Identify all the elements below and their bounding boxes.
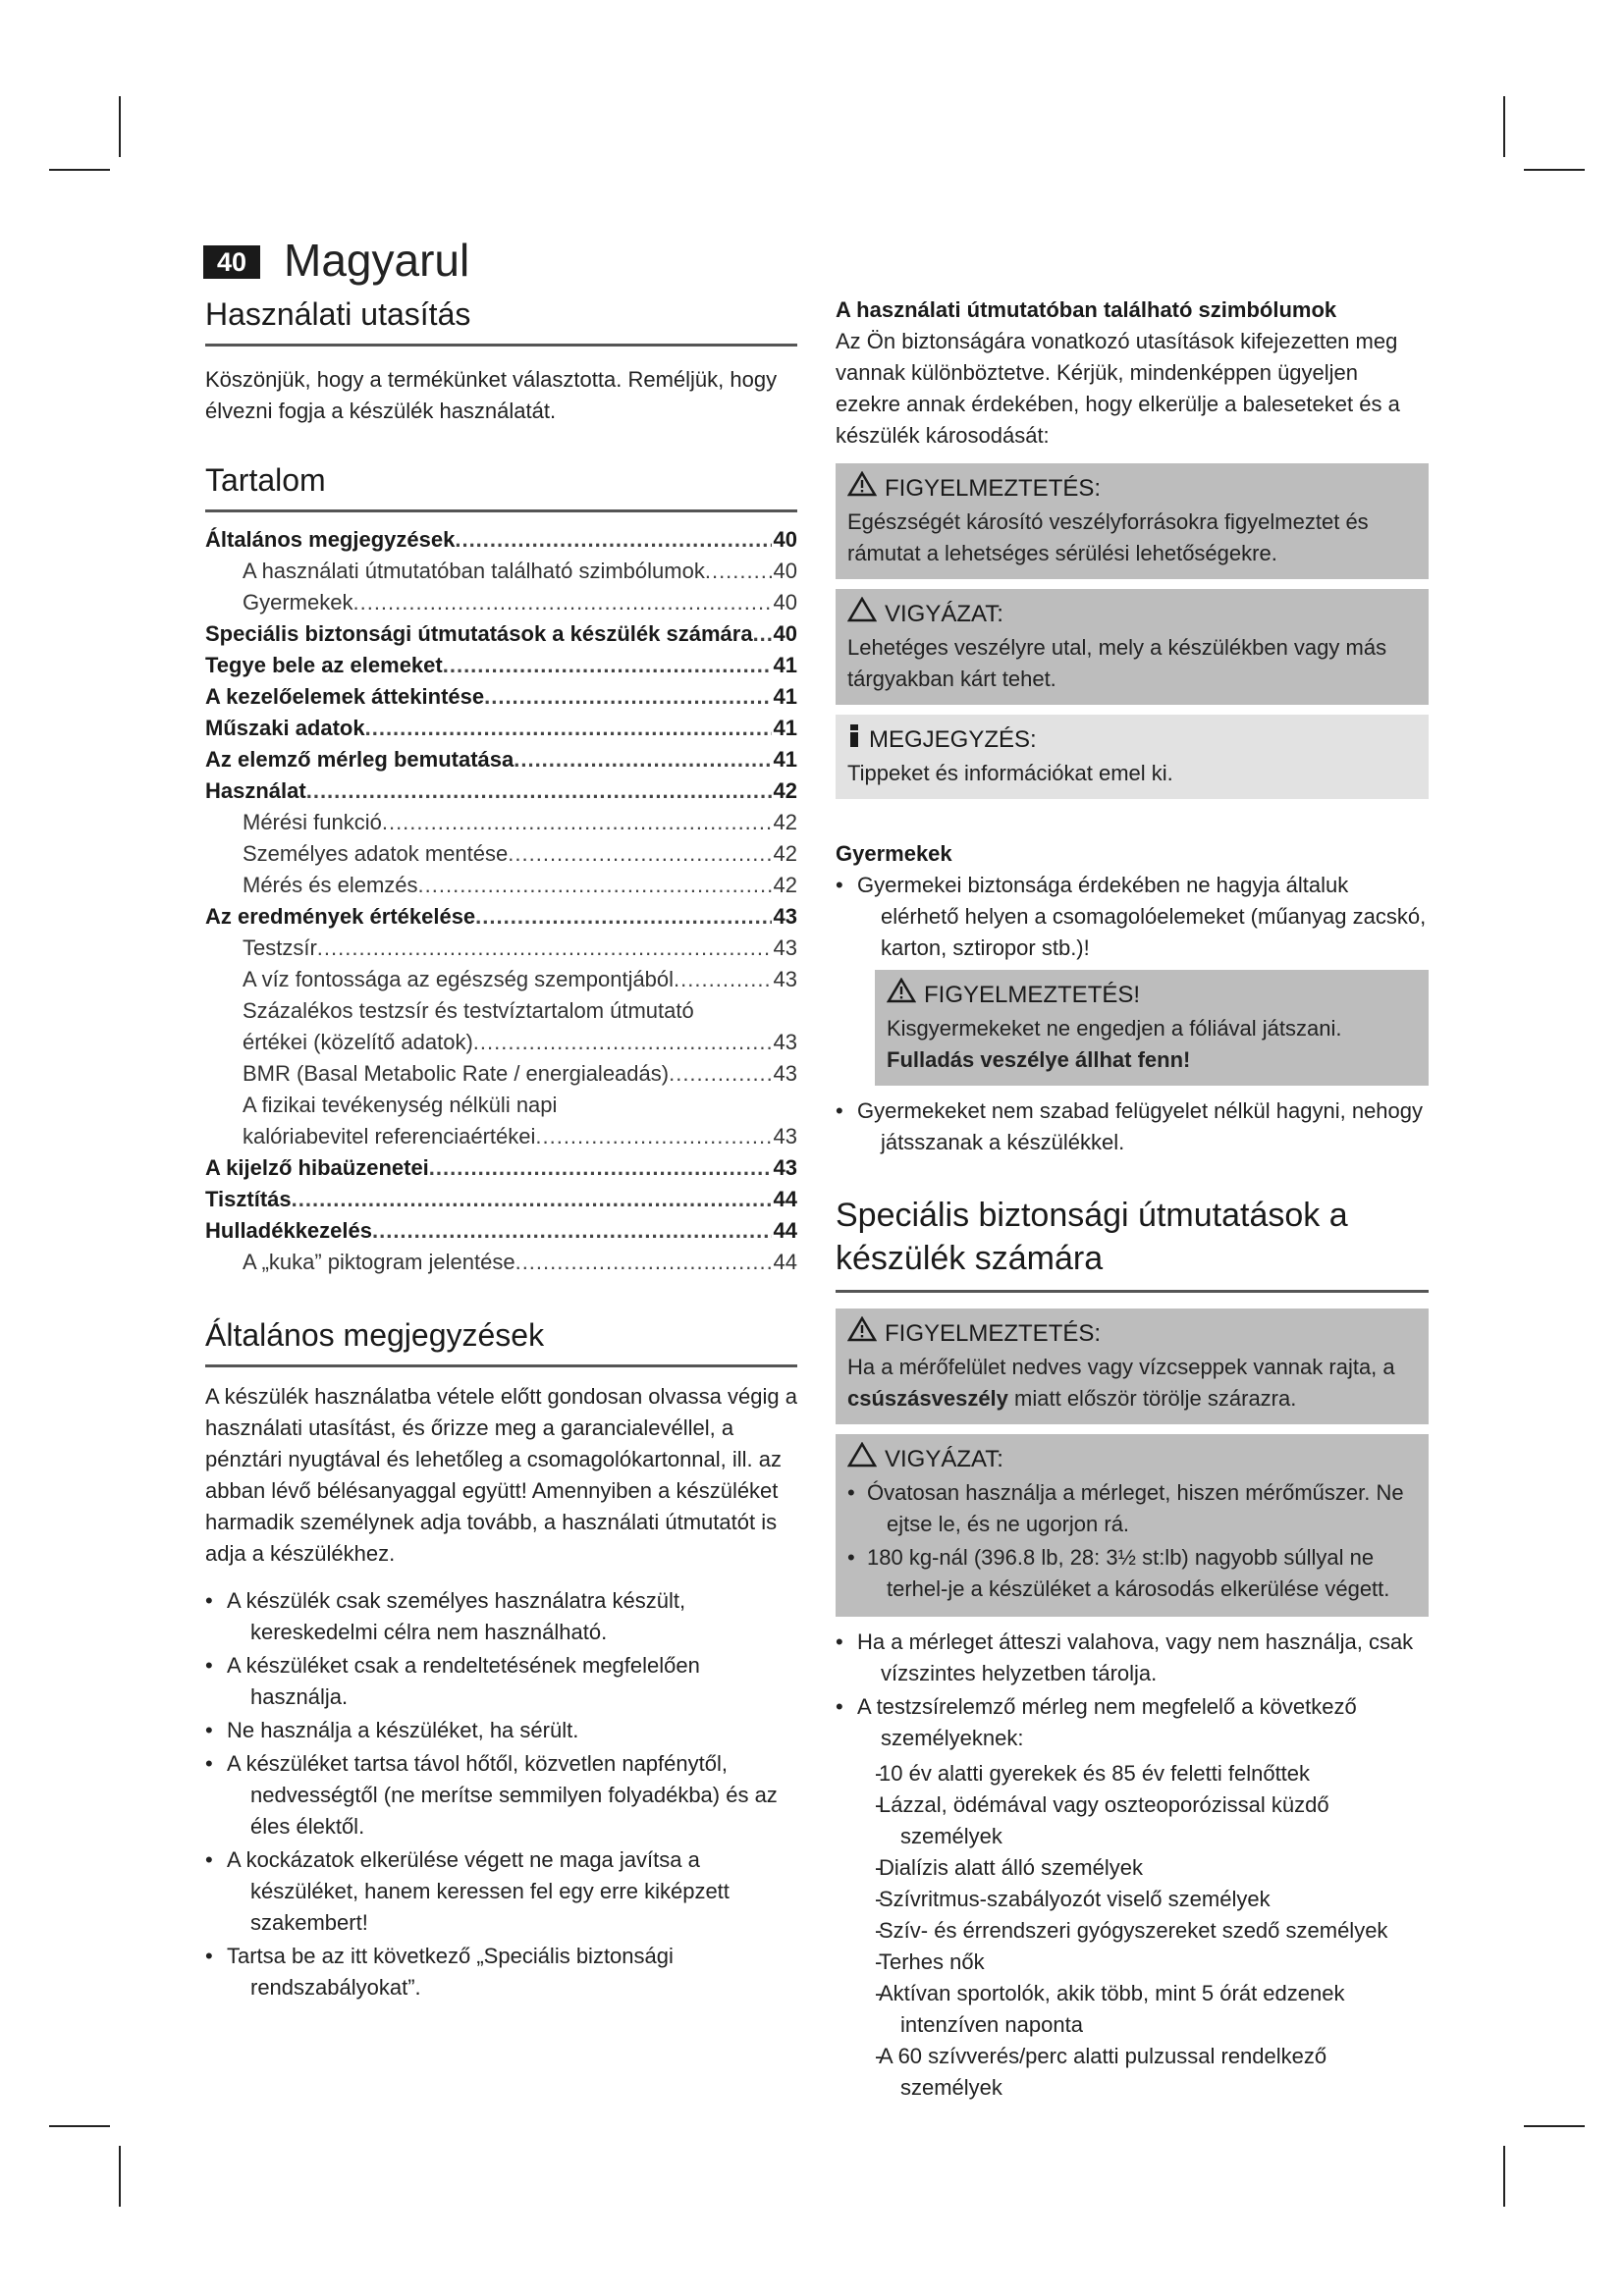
toc-entry-title: Személyes adatok mentése (243, 841, 509, 866)
children-title: Gyermekek (836, 841, 952, 866)
toc-entry-title: Testzsír (243, 935, 317, 960)
toc-entry-page: 41 (773, 747, 797, 772)
toc-entry (205, 1090, 797, 1121)
toc-entry-title: Használat (205, 778, 306, 803)
special-safety-list (836, 1627, 1429, 1754)
toc-entry-page: 44 (773, 1187, 797, 1211)
toc-entry-page: 41 (773, 653, 797, 677)
children-warning-box (875, 970, 1429, 1086)
toc-entry (205, 838, 797, 870)
toc-entry-page: 43 (773, 1155, 797, 1180)
crop-mark-bottom-left-h (49, 2125, 110, 2127)
toc-entry-page: 42 (773, 778, 797, 803)
crop-mark-top-left-h (49, 169, 110, 171)
toc-entry (205, 901, 797, 933)
special-warning-text-a: Ha a mérőfelület nedves vagy vízcseppek vannak rajta, a (847, 1355, 1395, 1379)
toc-leader-dots (475, 901, 771, 933)
list-item: - Terhes nők (836, 1947, 1429, 1978)
caution-box-title (847, 597, 1417, 632)
toc-leader-dots (443, 650, 772, 681)
toc-entry-title: Tegye bele az elemeket (205, 653, 443, 677)
toc-entry-title: A használati útmutatóban található szimbólumok (243, 559, 705, 583)
list-item: - A 60 szívverés/perc alatti pulzussal rendelkező személyek (836, 2041, 1429, 2104)
toc-entry-title: kalóriabevitel referenciaértékei (243, 1124, 536, 1148)
children-list-2 (836, 1095, 1429, 1158)
toc-leader-dots (292, 1184, 772, 1215)
special-warning-title (847, 1316, 1417, 1352)
toc-entry-title: Általános megjegyzések (205, 527, 456, 552)
special-caution-list (847, 1477, 1417, 1605)
unsuitable-persons-list (836, 1758, 1429, 2104)
caution-box-label: VIGYÁZAT: (885, 601, 1003, 627)
toc-entry-page: 43 (773, 935, 797, 960)
caution-triangle-icon (847, 597, 877, 632)
toc-leader-dots (352, 587, 771, 618)
special-warning-label: FIGYELMEZTETÉS: (885, 1320, 1102, 1347)
list-item: • A készüléket tartsa távol hőtől, közvetlen napfénytől, nedvességtől (ne merítse semmilyen folyadékba) és az éles élektől. (205, 1748, 797, 1842)
toc-leader-dots (669, 1058, 771, 1090)
toc-entry (205, 1058, 797, 1090)
toc-leader-dots (372, 1215, 772, 1247)
list-item: - Lázzal, ödémával vagy oszteoporózissal küzdő személyek (836, 1789, 1429, 1852)
children-warning-label: FIGYELMEZTETÉS! (924, 982, 1141, 1008)
language-title: Magyarul (284, 235, 470, 286)
note-box-title (847, 722, 1417, 758)
toc-leader-dots (508, 838, 771, 870)
special-warning-bold: csúszásveszély (847, 1386, 1008, 1411)
list-item: - Aktívan sportolók, akik több, mint 5 órát edzenek intenzíven naponta (836, 1978, 1429, 2041)
warning-box-label: FIGYELMEZTETÉS: (885, 475, 1102, 502)
toc-entry-title: Gyermekek (243, 590, 353, 614)
toc-entry-page: 44 (773, 1218, 797, 1243)
general-notes-title: Általános megjegyzések (205, 1315, 797, 1367)
toc-entry (205, 1215, 797, 1247)
toc-entry-page: 41 (773, 684, 797, 709)
toc-leader-dots (484, 681, 771, 713)
toc-entry (205, 1152, 797, 1184)
toc-entry-page: 44 (773, 1250, 797, 1274)
left-column (205, 294, 797, 2005)
list-item: • Ha a mérleget átteszi valahova, vagy nem használja, csak vízszintes helyzetben tárolja. (836, 1627, 1429, 1689)
toc-entry (205, 995, 797, 1027)
crop-mark-top-right-v (1503, 96, 1505, 157)
symbols-title: A használati útmutatóban található szimbólumok (836, 297, 1337, 322)
toc-entry (205, 870, 797, 901)
toc-entry-title: A víz fontossága az egészség szempontjából (243, 967, 675, 991)
toc-entry-title: Az elemző mérleg bemutatása (205, 747, 514, 772)
toc-entry-page: 40 (773, 590, 797, 614)
toc-entry-page: 40 (773, 527, 797, 552)
crop-mark-bottom-left-v (119, 2146, 121, 2207)
special-warning-box (836, 1308, 1429, 1424)
general-notes-text: A készülék használatba vétele előtt gondosan olvassa végig a használati utasítást, és őrizze meg a garancialevéllel, a pénztári nyugtával és lehetőleg a csomagolókartonnal, ill. az abban lévő bélésanyaggal együtt! Amennyiben a készüléket harmadik személynek adja tovább, a használati útmutatót is adja a készülékhez. (205, 1384, 797, 1566)
caution-triangle-icon (847, 1442, 877, 1477)
children-list (836, 870, 1429, 964)
toc-entry (205, 1247, 797, 1278)
toc-entry-page: 42 (773, 873, 797, 897)
list-item: • Óvatosan használja a mérleget, hiszen mérőműszer. Ne ejtse le, és ne ugorjon rá. (847, 1477, 1417, 1540)
warning-triangle-icon (847, 471, 877, 507)
children-warning-text (887, 1013, 1417, 1076)
caution-box-text: Lehetéges veszélyre utal, mely a készülékben vagy más tárgyakban kárt tehet. (847, 635, 1387, 691)
toc-entry-page: 43 (773, 904, 797, 929)
list-item: • Ne használja a készüléket, ha sérült. (205, 1715, 797, 1746)
list-item: • A készüléket csak a rendeltetésének megfelelően használja. (205, 1650, 797, 1713)
toc-leader-dots (674, 964, 771, 995)
toc-entry (205, 1184, 797, 1215)
list-item: - Szívritmus-szabályozót viselő személyek (836, 1884, 1429, 1915)
toc-entry-page: 42 (773, 810, 797, 834)
toc-entry (205, 775, 797, 807)
toc-entry-title: Tisztítás (205, 1187, 292, 1211)
toc-entry-title: Az eredmények értékelése (205, 904, 476, 929)
toc-leader-dots (365, 713, 772, 744)
intro-text: Köszönjük, hogy a termékünket választotta. Reméljük, hogy élvezni fogja a készülék használatát. (205, 367, 778, 423)
warning-box-title (847, 471, 1417, 507)
special-warning-text (847, 1352, 1417, 1415)
toc-leader-dots (429, 1152, 772, 1184)
toc-entry (205, 807, 797, 838)
toc-entry-page: 43 (773, 1061, 797, 1086)
info-icon (847, 722, 861, 758)
toc-entry-title: A kijelző hibaüzenetei (205, 1155, 429, 1180)
toc-entry (205, 650, 797, 681)
page-number: 40 (203, 245, 260, 279)
general-notes-list (205, 1585, 797, 2003)
special-caution-title (847, 1442, 1417, 1477)
toc-entry (205, 681, 797, 713)
list-item: • 180 kg-nál (396.8 lb, 28: 3½ st:lb) nagyobb súllyal ne terhel-je a készüléket a károsodás elkerülése végett. (847, 1542, 1417, 1605)
toc-entry-title: Hulladékkezelés (205, 1218, 372, 1243)
toc-leader-dots (382, 807, 772, 838)
toc-leader-dots (317, 933, 772, 964)
crop-mark-top-left-v (119, 96, 121, 157)
toc-entry (205, 1027, 797, 1058)
toc-entry-page: 42 (773, 841, 797, 866)
toc-entry-title: Speciális biztonsági útmutatások a készülék számára (205, 621, 753, 646)
toc-entry-page: 40 (773, 559, 797, 583)
toc-entry-title: Százalékos testzsír és testvíztartalom útmutató (243, 998, 694, 1023)
toc-entry-title: A fizikai tevékenység nélküli napi (243, 1093, 558, 1117)
toc-entry-title: A „kuka” piktogram jelentése (243, 1250, 515, 1274)
toc-entry (205, 524, 797, 556)
toc-entry-title: BMR (Basal Metabolic Rate / energialeadás) (243, 1061, 670, 1086)
toc-leader-dots (515, 1247, 772, 1278)
toc-entry (205, 618, 797, 650)
children-bullet-2: • Gyermekeket nem szabad felügyelet nélkül hagyni, nehogy játsszanak a készülékkel. (836, 1095, 1429, 1158)
note-box-label: MEGJEGYZÉS: (869, 726, 1037, 753)
toc-entry-title: Műszaki adatok (205, 716, 365, 740)
children-warning-title (887, 978, 1417, 1013)
special-caution-box (836, 1434, 1429, 1617)
toc-entry (205, 556, 797, 587)
symbols-text: Az Ön biztonságára vonatkozó utasítások kifejezetten meg vannak különböztetve. Kérjük, mindenképpen ügyeljen ezekre annak érdekében, hogy elkerülje a baleseteket és a készülék károsodását: (836, 329, 1400, 448)
list-item: - 10 év alatti gyerekek és 85 év feletti felnőttek (836, 1758, 1429, 1789)
toc-entry (205, 587, 797, 618)
toc-leader-dots (753, 618, 772, 650)
note-box (836, 715, 1429, 799)
list-item: • A kockázatok elkerülése végett ne maga javítsa a készüléket, hanem keressen fel egy erre kiképzett szakembert! (205, 1844, 797, 1939)
toc-entry-title: Mérés és elemzés (243, 873, 418, 897)
crop-mark-top-right-h (1524, 169, 1585, 171)
toc-entry (205, 744, 797, 775)
warning-triangle-icon (847, 1316, 877, 1352)
special-warning-text-b: miatt először törölje szárazra. (1014, 1386, 1297, 1411)
toc-entry-title: értékei (közelítő adatok) (243, 1030, 473, 1054)
intro-title: Használati utasítás (205, 294, 797, 347)
toc-entry-title: Mérési funkció (243, 810, 382, 834)
children-warning-bold: Fulladás veszélye állhat fenn! (887, 1047, 1191, 1072)
list-item: - Dialízis alatt álló személyek (836, 1852, 1429, 1884)
right-column (836, 294, 1429, 2104)
toc-entry (205, 1121, 797, 1152)
toc-entry (205, 964, 797, 995)
toc-entry-title: A kezelőelemek áttekintése (205, 684, 485, 709)
toc-entry-page: 40 (773, 621, 797, 646)
toc-leader-dots (418, 870, 772, 901)
note-box-text: Tippeket és információkat emel ki. (847, 761, 1173, 785)
list-item: • Tartsa be az itt következő „Speciális biztonsági rendszabályokat”. (205, 1941, 797, 2003)
toc-leader-dots (705, 556, 772, 587)
toc-leader-dots (473, 1027, 772, 1058)
toc-entry-page: 43 (773, 967, 797, 991)
toc-entry-page: 43 (773, 1124, 797, 1148)
caution-box (836, 589, 1429, 705)
crop-mark-bottom-right-v (1503, 2146, 1505, 2207)
crop-mark-bottom-right-h (1524, 2125, 1585, 2127)
toc-leader-dots (535, 1121, 771, 1152)
children-warning-plain: Kisgyermekeket ne engedjen a fóliával játszani. (887, 1016, 1342, 1041)
children-bullet-1: • Gyermekei biztonsága érdekében ne hagyja általuk elérhető helyen a csomagolóelemeket (műanyag zacskó, karton, sztiropor stb.)! (836, 870, 1429, 964)
toc-leader-dots (306, 775, 772, 807)
special-safety-title: Speciális biztonsági útmutatások a készülék számára (836, 1194, 1429, 1293)
warning-triangle-icon (887, 978, 916, 1013)
list-item: - Szív- és érrendszeri gyógyszereket szedő személyek (836, 1915, 1429, 1947)
special-caution-label: VIGYÁZAT: (885, 1446, 1003, 1472)
list-item: • A készülék csak személyes használatra készült, kereskedelmi célra nem használható. (205, 1585, 797, 1648)
toc-entry-page: 43 (773, 1030, 797, 1054)
list-item: • A testzsírelemző mérleg nem megfelelő a következő személyeknek: (836, 1691, 1429, 1754)
toc-leader-dots (514, 744, 771, 775)
toc-entry (205, 713, 797, 744)
table-of-contents (205, 524, 797, 1278)
toc-title: Tartalom (205, 460, 797, 512)
toc-leader-dots (455, 524, 771, 556)
toc-entry (205, 933, 797, 964)
warning-box-text: Egészségét károsító veszélyforrásokra figyelmeztet és rámutat a lehetséges sérülési lehetőségekre. (847, 509, 1369, 565)
toc-entry-page: 41 (773, 716, 797, 740)
warning-box (836, 463, 1429, 579)
